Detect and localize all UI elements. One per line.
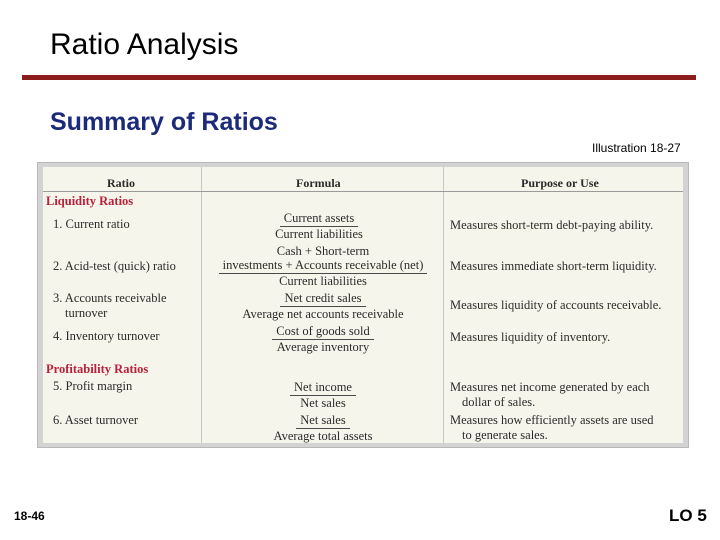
formula-asset-turnover bbox=[243, 413, 403, 443]
ratio-summary-table bbox=[43, 167, 683, 443]
formula-numerator: Net credit sales bbox=[280, 291, 365, 307]
purpose-receivables-turnover: Measures liquidity of accounts receivable. bbox=[450, 298, 662, 312]
slide-number: 18-46 bbox=[14, 509, 45, 523]
formula-denominator: Average inventory bbox=[276, 340, 370, 354]
purpose-line: Measures how efficiently assets are used bbox=[450, 413, 654, 427]
formula-numerator: Net sales bbox=[296, 413, 349, 429]
ratio-inventory-turnover: 4. Inventory turnover bbox=[53, 329, 160, 343]
formula-receivables-turnover bbox=[223, 291, 423, 321]
purpose-current-ratio: Measures short-term debt-paying ability. bbox=[450, 218, 654, 232]
formula-denominator: Current liabilities bbox=[275, 227, 363, 241]
purpose-line: to generate sales. bbox=[462, 428, 548, 442]
formula-numerator: Net income bbox=[290, 380, 356, 396]
header-formula: Formula bbox=[296, 176, 341, 190]
header-rule bbox=[43, 191, 683, 192]
learning-objective-label: LO 5 bbox=[669, 506, 707, 525]
section-profitability: Profitability Ratios bbox=[46, 362, 149, 376]
header-purpose: Purpose or Use bbox=[521, 176, 599, 190]
ratio-asset-turnover: 6. Asset turnover bbox=[53, 413, 139, 427]
formula-denominator: Net sales bbox=[300, 396, 346, 410]
formula-denominator: Average net accounts receivable bbox=[242, 307, 404, 321]
formula-inventory-turnover bbox=[243, 324, 403, 354]
ratio-current: 1. Current ratio bbox=[53, 217, 130, 231]
ratio-line: turnover bbox=[65, 306, 108, 320]
ratio-summary-figure bbox=[37, 162, 689, 448]
title-divider bbox=[22, 75, 696, 80]
formula-numerator: Cost of goods sold bbox=[272, 324, 373, 340]
column-divider bbox=[443, 167, 444, 443]
purpose-line: dollar of sales. bbox=[462, 395, 536, 409]
formula-numerator: Current assets bbox=[280, 211, 358, 227]
section-liquidity: Liquidity Ratios bbox=[46, 194, 134, 208]
formula-current-ratio bbox=[264, 211, 374, 241]
formula-numerator: investments + Accounts receivable (net) bbox=[219, 258, 428, 274]
slide-title: Ratio Analysis bbox=[50, 28, 239, 61]
ratio-profit-margin: 5. Profit margin bbox=[53, 379, 133, 393]
column-divider bbox=[201, 167, 202, 443]
illustration-label: Illustration 18-27 bbox=[592, 141, 681, 155]
formula-acid-test bbox=[203, 258, 443, 288]
purpose-line: Measures net income generated by each bbox=[450, 380, 650, 394]
formula-denominator: Average total assets bbox=[273, 429, 373, 443]
header-ratio: Ratio bbox=[107, 176, 135, 190]
ratio-line: 3. Accounts receivable bbox=[53, 291, 167, 305]
slide-subtitle: Summary of Ratios bbox=[50, 108, 278, 136]
purpose-profit-margin bbox=[450, 380, 650, 410]
formula-profit-margin bbox=[273, 380, 373, 410]
ratio-acid-test: 2. Acid-test (quick) ratio bbox=[53, 259, 176, 273]
purpose-asset-turnover bbox=[450, 413, 654, 443]
ratio-receivables-turnover bbox=[53, 291, 167, 321]
formula-denominator: Current liabilities bbox=[279, 274, 367, 288]
purpose-acid-test: Measures immediate short-term liquidity. bbox=[450, 259, 657, 273]
formula-acid-test-line1: Cash + Short-term bbox=[276, 244, 370, 258]
purpose-inventory-turnover: Measures liquidity of inventory. bbox=[450, 330, 611, 344]
